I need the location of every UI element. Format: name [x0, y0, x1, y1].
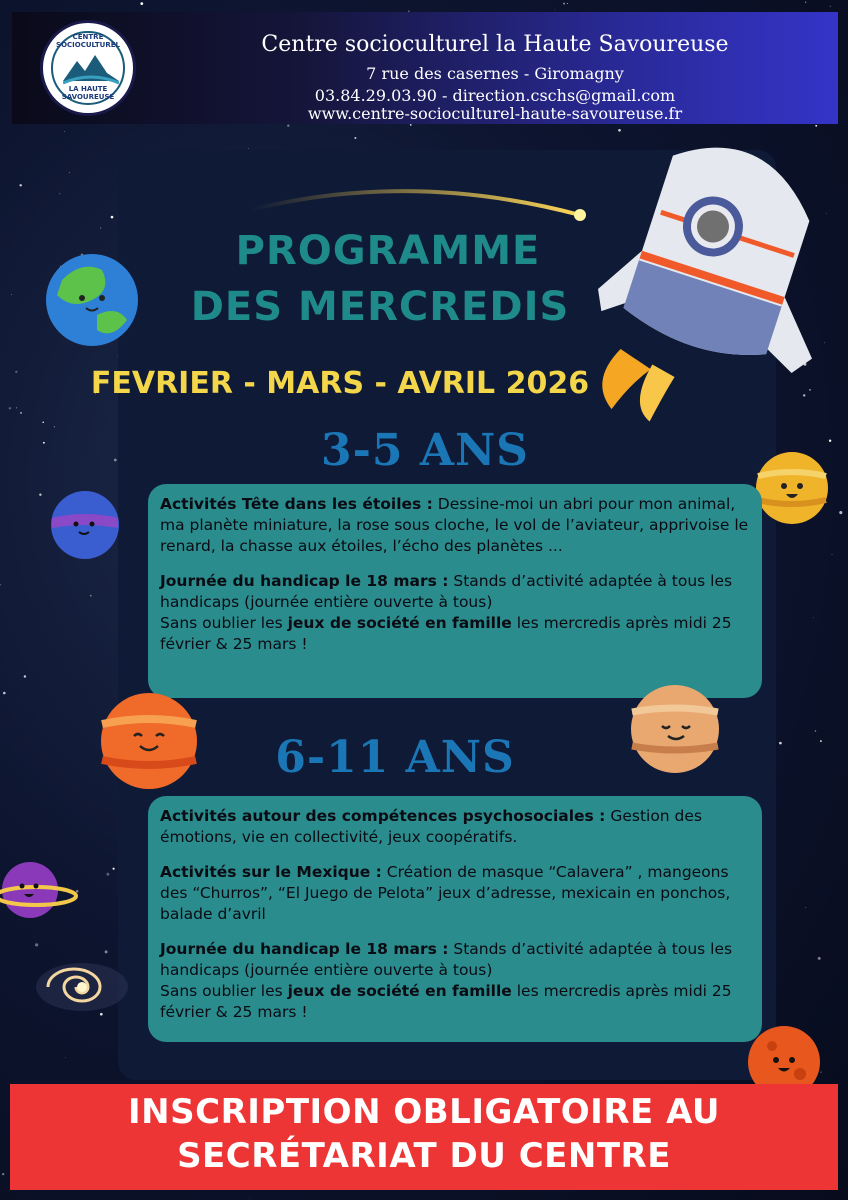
- header-contact: 03.84.29.03.90 - direction.cschs@gmail.com: [314, 86, 676, 105]
- activities-box-3-5: [148, 484, 762, 698]
- registration-banner: [10, 1084, 838, 1190]
- blue-planet-icon: [48, 488, 122, 562]
- banner-line1: INSCRIPTION OBLIGATOIRE AU: [128, 1092, 720, 1132]
- logo-text-bottom: LA HAUTE SAVOUREUSE: [61, 85, 115, 101]
- orange-planet-icon: [98, 690, 200, 792]
- activity-board-games: Sans oublier les jeux de société en famille les mercredis après midi 25 février & 25 mars !: [160, 614, 732, 653]
- program-title-line1: PROGRAMME: [235, 228, 541, 274]
- banner-line2: SECRÉTARIAT DU CENTRE: [177, 1136, 671, 1176]
- activity-handicap-day: Journée du handicap le 18 mars : Stands d’activité adaptée à tous les handicaps (journée entière ouverte à tous): [160, 940, 733, 979]
- logo-icon: [40, 20, 136, 116]
- beige-planet-icon: [628, 682, 722, 776]
- activity-handicap-day: Journée du handicap le 18 mars : Stands d’activité adaptée à tous les handicaps (journée entière ouverte à tous): [160, 572, 733, 611]
- earth-planet-icon: [42, 250, 142, 350]
- program-title-line2: DES MERCREDIS: [190, 284, 570, 330]
- galaxy-icon: [30, 950, 134, 1024]
- activity-board-games: Sans oublier les jeux de société en famille les mercredis après midi 25 février & 25 mars !: [160, 982, 732, 1021]
- age-group-3-5-title: 3-5 ANS: [321, 425, 529, 476]
- purple-ringed-planet-icon: [0, 852, 82, 932]
- header-bar: [12, 12, 838, 124]
- activities-box-6-11: [148, 796, 762, 1042]
- header-website[interactable]: www.centre-socioculturel-haute-savoureuse.fr: [307, 104, 683, 123]
- activity-psychosocial: Activités autour des compétences psychosociales : Gestion des émotions, vie en collectivité, jeux coopératifs.: [160, 807, 703, 846]
- program-months: FEVRIER - MARS - AVRIL 2026: [90, 366, 590, 401]
- header-title: Centre socioculturel la Haute Savoureuse: [261, 32, 729, 57]
- age-group-6-11-title: 6-11 ANS: [275, 732, 515, 783]
- activity-stars: Activités Tête dans les étoiles : Dessine-moi un abri pour mon animal, ma planète miniature, la rose sous cloche, le vol de l’aviateur, apprivoise le renard, la chasse aux étoiles, l’écho des planètes ...: [160, 495, 749, 555]
- logo-text-top: CENTRE SOCIOCULTUREL: [56, 33, 120, 49]
- header-address: 7 rue des casernes - Giromagny: [366, 64, 624, 83]
- rocket-icon: [585, 135, 845, 435]
- yellow-planet-icon: [752, 448, 832, 528]
- activity-mexico: Activités sur le Mexique : Création de masque “Calavera” , mangeons des “Churros”, “El Juego de Pelota” jeux d’adresse, mexicain en ponchos, balade d’avril: [160, 863, 731, 923]
